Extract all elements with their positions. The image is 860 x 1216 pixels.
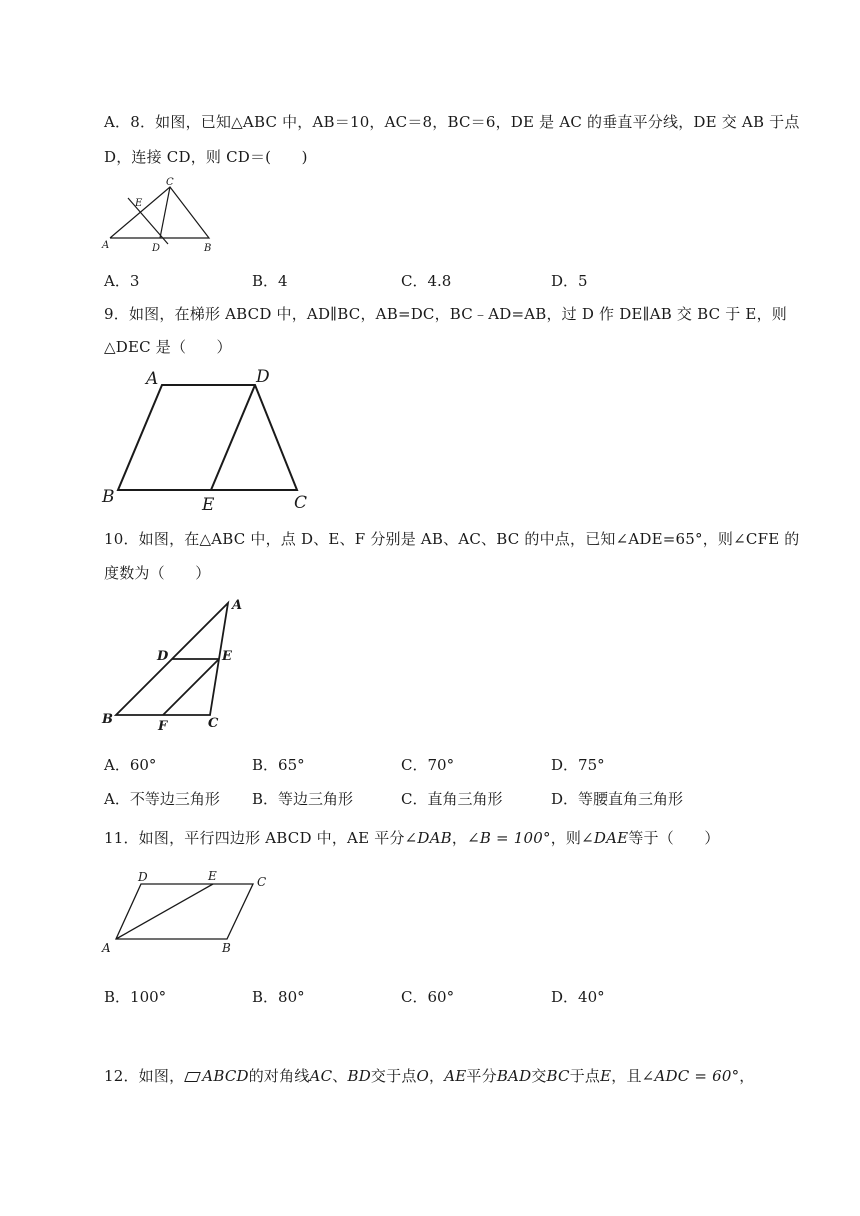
q10-label-b: B — [102, 712, 113, 727]
q11-prefix: 11．如图，平行四边形 ABCD 中，AE 平分 — [104, 829, 405, 847]
q11-math-angle-b: ∠B = 100° — [467, 829, 551, 847]
q12-math-bc: BC — [546, 1067, 570, 1085]
q10-option-a: A．60° — [104, 756, 157, 774]
q10-option2-a: A．不等边三角形 — [104, 790, 220, 808]
q12-math-e: E — [600, 1067, 612, 1085]
q12-t6: 交 — [531, 1067, 547, 1085]
q10-option2-b: B．等边三角形 — [252, 790, 354, 808]
q11-text — [104, 827, 720, 848]
q8-text-line1: A．8．如图，已知△ABC 中，AB＝10，AC＝8，BC＝6，DE 是 AC 的垂直平分线，DE 交 AB 于点 — [104, 113, 800, 131]
q12-math-adc: ∠ADC = 60° — [641, 1067, 740, 1085]
q11-label-e: E — [208, 869, 217, 883]
q11-option-a: B．100° — [104, 988, 167, 1006]
q9-label-e: E — [202, 495, 215, 514]
q10-text-line1: 10．如图，在△ABC 中，点 D、E、F 分别是 AB、AC、BC 的中点，已知∠ADE=65°，则∠CFE 的 — [104, 530, 800, 548]
q10-option-b: B．65° — [252, 756, 305, 774]
q10-label-a: A — [232, 598, 243, 613]
q10-label-c: C — [208, 716, 219, 731]
q12-t5: 平分 — [466, 1067, 497, 1085]
q12-t2: 、 — [332, 1067, 348, 1085]
q11-option-c: C．60° — [401, 988, 455, 1006]
q12-text — [104, 1065, 754, 1086]
q9-label-a: A — [146, 369, 159, 389]
q12-math-abcd: ABCD — [202, 1067, 249, 1085]
q12-math-bd: BD — [347, 1067, 371, 1085]
q10-option2-c: C．直角三角形 — [401, 790, 503, 808]
q11-mid: ，则 — [550, 829, 582, 847]
q12-t1: 的对角线 — [248, 1067, 310, 1085]
q9-text-line1: 9．如图，在梯形 ABCD 中，AD∥BC，AB=DC，BC﹣AD=AB，过 D 作 DE∥AB 交 BC 于 E，则 — [104, 305, 787, 323]
q8-option-c: C．4.8 — [401, 272, 452, 290]
q9-label-c: C — [294, 493, 308, 513]
q12-t7: 于点 — [569, 1067, 601, 1085]
q10-option2-d: D．等腰直角三角形 — [551, 790, 684, 808]
parallelogram-symbol-icon — [184, 1072, 201, 1082]
q11-math-dae: ∠DAE — [581, 829, 629, 847]
q11-option-b: B．80° — [252, 988, 305, 1006]
q8-label-e: E — [135, 198, 143, 209]
q11-label-a: A — [102, 941, 111, 955]
q12-math-o: O — [416, 1067, 430, 1085]
q11-label-c: C — [257, 875, 267, 889]
q9-figure-trapezoid — [100, 362, 320, 514]
q8-text-line2: D，连接 CD，则 CD＝( ) — [104, 148, 308, 166]
q11-sep: ， — [451, 829, 468, 847]
q12-t4: ， — [429, 1067, 445, 1085]
q12-math-ae: AE — [444, 1067, 467, 1085]
q8-label-d: D — [152, 243, 161, 254]
q12-math-bad: BAD — [496, 1067, 532, 1085]
q9-text-line2: △DEC 是（ ） — [104, 338, 232, 356]
q8-label-c: C — [166, 177, 174, 188]
q8-label-a: A — [102, 240, 110, 251]
q10-option-c: C．70° — [401, 756, 455, 774]
q10-label-d: D — [157, 649, 169, 664]
q10-label-e: E — [222, 649, 232, 664]
q10-label-f: F — [158, 719, 168, 734]
q11-label-b: B — [222, 941, 231, 955]
q9-label-b: B — [102, 487, 115, 507]
q12-t8: ，且 — [611, 1067, 642, 1085]
q8-option-d: D．5 — [551, 272, 588, 290]
q9-label-d: D — [256, 367, 270, 387]
q11-suffix: 等于（ ） — [628, 829, 720, 847]
q12-t9: ， — [739, 1067, 755, 1085]
q8-option-b: B．4 — [252, 272, 288, 290]
q11-option-d: D．40° — [551, 988, 605, 1006]
q8-figure-triangle — [100, 174, 225, 256]
q11-label-d: D — [138, 870, 148, 884]
q11-figure-parallelogram — [100, 866, 280, 958]
q8-label-b: B — [204, 243, 212, 254]
q10-figure-triangle — [100, 592, 260, 734]
q12-prefix: 12．如图， — [104, 1067, 185, 1085]
q10-text-line2: 度数为（ ） — [104, 564, 211, 582]
q11-math-dab: ∠DAB — [404, 829, 452, 847]
q8-option-a: A．3 — [104, 272, 140, 290]
q12-t3: 交于点 — [370, 1067, 417, 1085]
q10-option-d: D．75° — [551, 756, 605, 774]
q12-math-ac: AC — [309, 1067, 333, 1085]
